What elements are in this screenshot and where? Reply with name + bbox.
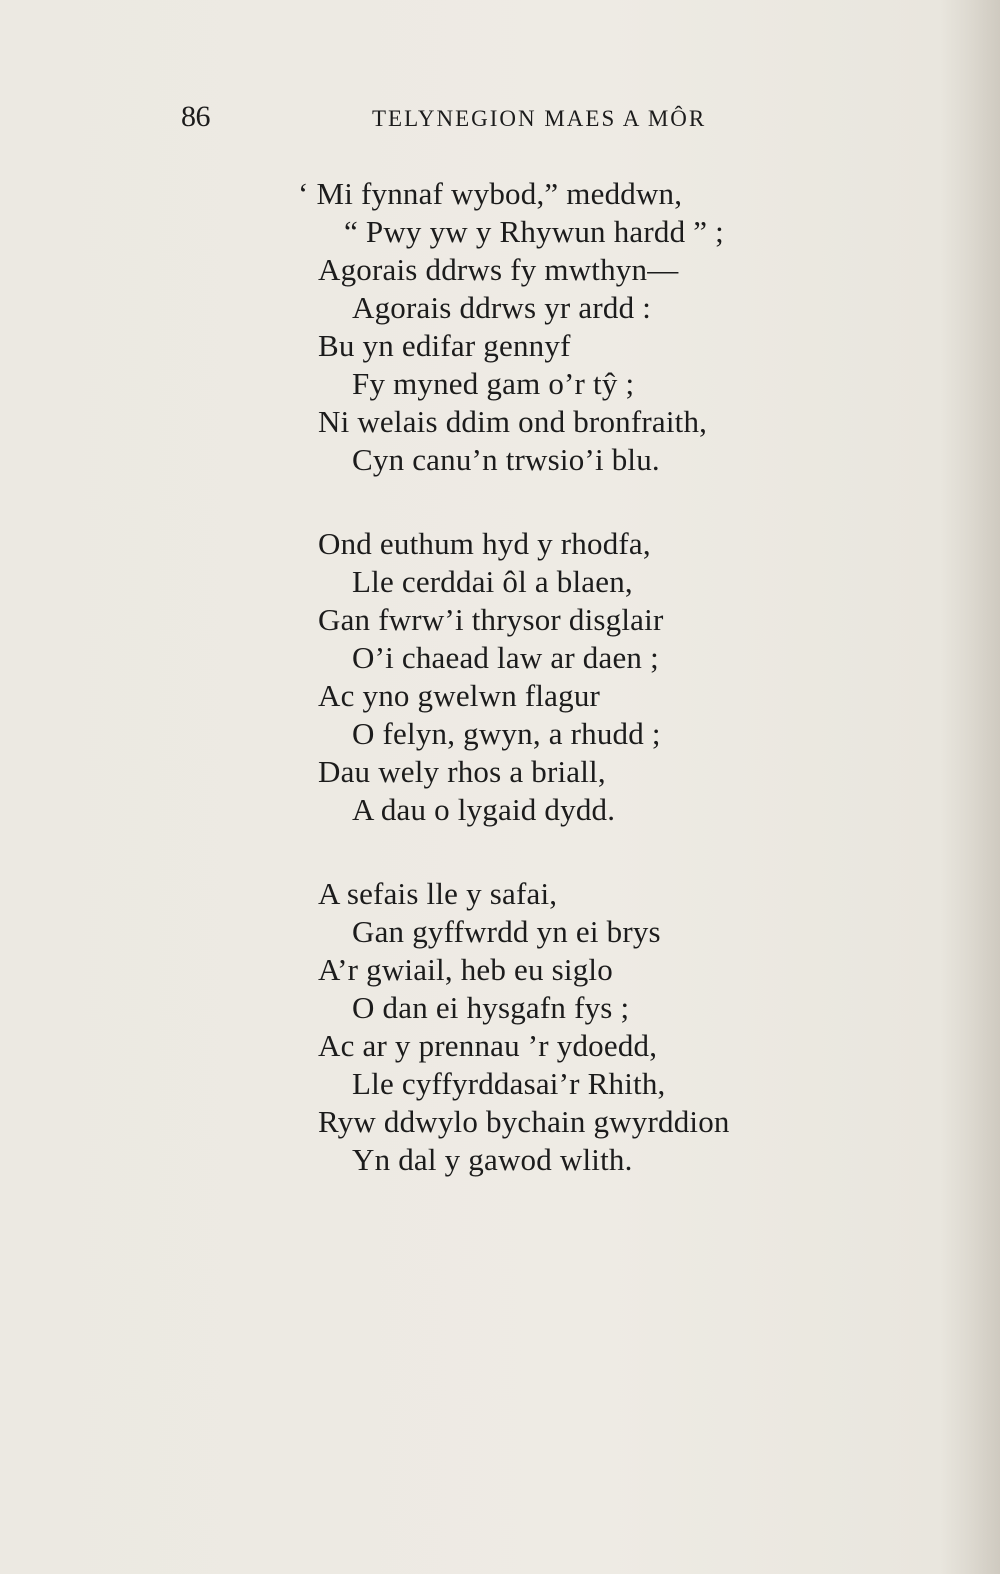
poem-line: Agorais ddrws fy mwthyn— bbox=[318, 252, 679, 287]
poem-line: O dan ei hysgafn fys ; bbox=[352, 990, 630, 1025]
poem-line: Ac ar y prennau ’r ydoedd, bbox=[318, 1028, 658, 1063]
poem-line: Cyn canu’n trwsio’i blu. bbox=[352, 442, 660, 477]
poem-line: A sefais lle y safai, bbox=[318, 876, 558, 911]
poem-line: A dau o lygaid dydd. bbox=[352, 792, 616, 827]
poem-line: Ac yno gwelwn flagur bbox=[318, 678, 601, 713]
poem-line: Lle cyffyrddasai’r Rhith, bbox=[352, 1066, 666, 1101]
poem-line: O’i chaead law ar daen ; bbox=[352, 640, 659, 675]
poem-line: Yn dal y gawod wlith. bbox=[352, 1142, 633, 1177]
poem-line: Ryw ddwylo bychain gwyrddion bbox=[318, 1104, 730, 1139]
poem-line: Lle cerddai ôl a blaen, bbox=[352, 564, 633, 599]
poem-line: Ni welais ddim ond bronfraith, bbox=[318, 404, 708, 439]
poem-line: “ Pwy yw y Rhywun hardd ” ; bbox=[344, 214, 724, 249]
poem-line: O felyn, gwyn, a rhudd ; bbox=[352, 716, 661, 751]
poem-line: Agorais ddrws yr ardd : bbox=[352, 290, 652, 325]
poem-line: Gan fwrw’i thrysor disglair bbox=[318, 602, 664, 637]
poem-line: Gan gyffwrdd yn ei brys bbox=[352, 914, 661, 949]
poem-line: A’r gwiail, heb eu siglo bbox=[318, 952, 613, 987]
poem-line: Ond euthum hyd y rhodfa, bbox=[318, 526, 651, 561]
poem-line: Fy myned gam o’r tŷ ; bbox=[352, 366, 635, 401]
running-title: TELYNEGION MAES A MÔR bbox=[372, 106, 707, 131]
poem-line: Bu yn edifar gennyf bbox=[318, 328, 571, 363]
page-number: 86 bbox=[181, 100, 210, 133]
poem-line: Dau wely rhos a briall, bbox=[318, 754, 606, 789]
poem-line: ‘ Mi fynnaf wybod,” meddwn, bbox=[298, 176, 683, 211]
